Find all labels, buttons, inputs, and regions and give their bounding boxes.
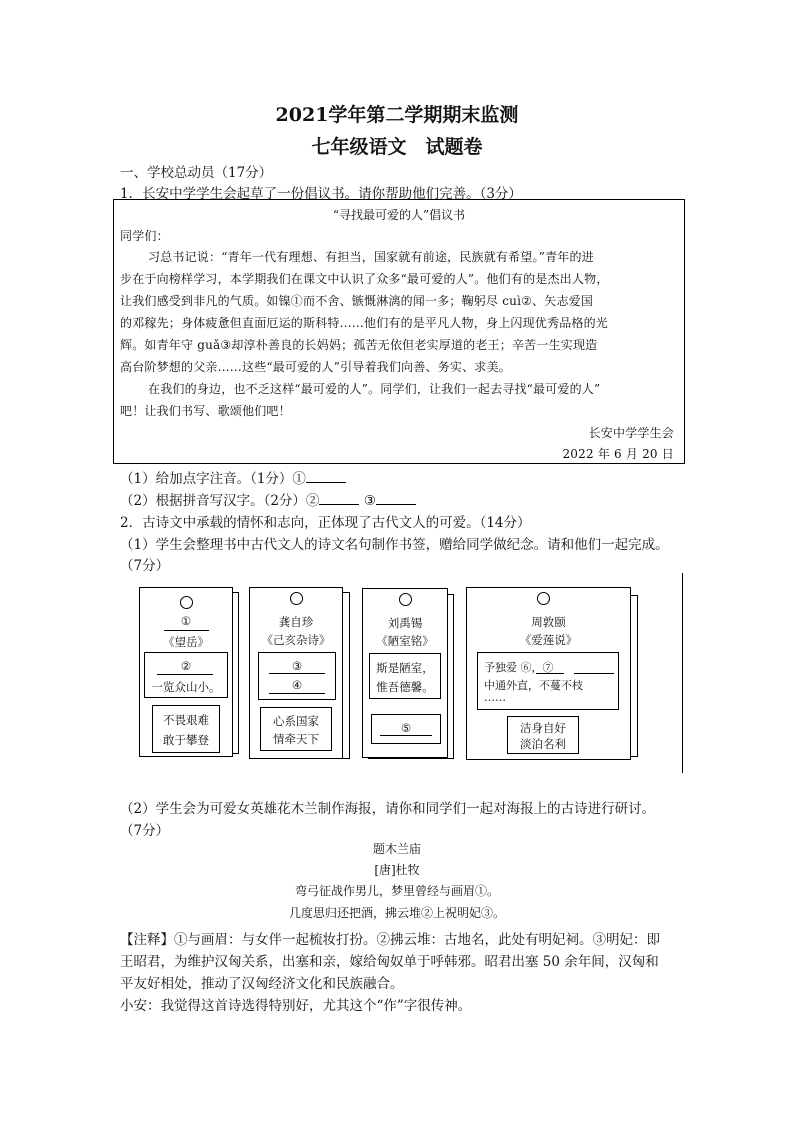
exam-title: 2021学年第二学期期末监测 — [275, 104, 519, 126]
card-blank-label: ④ — [291, 678, 303, 692]
question-1: 1．长安中学学生会起草了一份倡议书。请你帮助他们完善。（3分） — [120, 186, 522, 202]
card-theme: 情牵天下 — [273, 732, 319, 746]
card-theme-box — [507, 716, 579, 754]
letter-line: 的邓稼先；身体疲惫但直面厄运的斯科特……他们有的是平凡人物，身上闪现优秀品格的光 — [120, 316, 609, 330]
card-work: 《望岳》 — [163, 635, 209, 649]
letter-line: 让我们感受到非凡的气质。如镍①而不舍、镞慨淋漓的闻一多；鞠躬尽 cuì②、矢志爱国 — [120, 294, 594, 308]
answer-blank[interactable] — [574, 673, 614, 674]
card-quote-box — [477, 652, 619, 710]
card-author: 刘禹锡 — [387, 616, 423, 630]
card-work: 《爱莲说》 — [519, 633, 578, 647]
card-line: 一览众山小。 — [151, 680, 221, 694]
letter-date: 2022 年 6 月 20 日 — [562, 447, 674, 461]
card-line: 斯是陋室， — [376, 661, 434, 675]
card-quote-box — [369, 653, 441, 699]
q1-item-2-label: （2）根据拼音写汉字。（2分）② — [120, 493, 320, 509]
letter-signature: 长安中学学生会 — [588, 426, 674, 440]
notes-line: 平友好相处，推动了汉匈经济文化和民族融合。 — [120, 976, 404, 992]
card-theme: 敢于攀登 — [163, 733, 209, 747]
answer-blank[interactable] — [157, 674, 213, 675]
card-theme: 洁身自好 — [520, 721, 566, 735]
card-line: 予独爱 ⑥，⑦ — [484, 661, 554, 674]
q2-sub2-points: （7分） — [120, 823, 170, 839]
card-blank-label: ⑥ — [520, 661, 532, 674]
card-author: 周敦颐 — [531, 615, 566, 629]
card-blank-label: ⑤ — [400, 721, 412, 735]
answer-blank[interactable] — [269, 693, 325, 694]
poem-author: [唐]杜牧 — [374, 863, 420, 877]
card-line: 惟吾德馨。 — [376, 680, 434, 694]
notes-line: 王昭君，为维护汉匈关系，出塞和亲，嫁给匈奴单于呼韩邪。昭君出塞 50 余年间，汉匈和 — [120, 954, 659, 970]
exam-subtitle: 七年级语文 试题卷 — [311, 136, 483, 158]
letter-line: 在我们的身边，也不乏这样“最可爱的人”。同学们，让我们一起去寻找“最可爱的人” — [148, 382, 601, 396]
card-work: 《己亥杂诗》 — [261, 633, 331, 647]
hole-icon — [537, 592, 550, 605]
poem-title: 题木兰庙 — [372, 842, 421, 856]
q1-item-1 — [120, 467, 346, 487]
hole-icon — [180, 596, 193, 609]
section-heading: 一、学校总动员（17分） — [120, 165, 273, 181]
answer-blank[interactable] — [376, 490, 416, 505]
poem-line: 弯弓征战作男儿，梦里曾经与画眉①。 — [294, 884, 499, 898]
q2-sub1-points: （7分） — [120, 558, 170, 574]
proposal-letter-box — [113, 199, 685, 464]
bookmark-card-3 — [362, 588, 448, 758]
letter-line: 高台阶梦想的父亲……这些“最可爱的人”引导着我们向善、务实、求美。 — [120, 360, 511, 374]
card-theme-box — [260, 707, 332, 751]
bookmark-card-4 — [466, 587, 631, 760]
q2-sub2: （2）学生会为可爱女英雄花木兰制作海报，请你和同学们一起对海报上的古诗进行研讨。 — [120, 801, 656, 817]
q2-sub1: （1）学生会整理书中古代文人的诗文名句制作书签，赠给同学做纪念。请和他们一起完成。 — [120, 537, 669, 553]
letter-line: 吧！让我们书写、歌颂他们吧！ — [120, 404, 291, 418]
card-blank-label: ③ — [291, 659, 303, 673]
card-work: 《陋室铭》 — [376, 634, 434, 648]
letter-line: 习总书记说：“青年一代有理想、有担当，国家就有前途，民族就有希望。”青年的进 — [148, 250, 594, 264]
question-2: 2．古诗文中承载的情怀和志向，正体现了古代文人的可爱。（14分） — [120, 515, 531, 531]
hole-icon — [290, 592, 303, 605]
notes-label: 【注释】 — [120, 932, 174, 948]
bookmark-card-1 — [139, 587, 233, 757]
card-line-text: 予独爱 — [484, 661, 517, 674]
q1-item-2 — [120, 489, 416, 509]
card-line: …… — [484, 691, 506, 704]
poem-line: 几度思归还把酒，拂云堆②上祝明妃③。 — [288, 906, 505, 920]
letter-line: 步在于向榜样学习，本学期我们在课文中认识了众多“最可爱的人”。他们有的是杰出人物， — [120, 272, 609, 286]
card-answer-box — [371, 714, 441, 744]
card-line: 中通外直，不蔓不枝 — [484, 679, 583, 692]
card-author: 龚自珍 — [278, 615, 314, 629]
card-theme: 心系国家 — [273, 714, 319, 728]
card-theme-box — [152, 705, 220, 753]
card-quote-box — [144, 652, 228, 698]
bookmark-card-2 — [249, 587, 343, 759]
letter-greeting: 同学们： — [120, 229, 169, 243]
notes-line — [120, 928, 660, 948]
hole-icon — [399, 593, 412, 606]
card-blank-label: ② — [180, 659, 192, 673]
answer-blank[interactable] — [269, 673, 325, 674]
q1-item-1-label: （1）给加点字注音。（1分）① — [120, 471, 306, 487]
card-quote-box — [258, 652, 336, 700]
card-theme: 淡泊名利 — [520, 737, 566, 751]
letter-line: 辉。如青年守 guǎ③却淳朴善良的长妈妈；孤苦无依但老实厚道的老王；辛苦一生实现造 — [120, 338, 598, 352]
answer-blank[interactable] — [306, 468, 346, 483]
q1-item-2b-label: ③ — [363, 493, 376, 509]
notes-text: ①与画眉：与女伴一起梳妆打扮。②拂云堆：古地名，此处有明妃祠。③明妃：即 — [174, 932, 660, 948]
letter-title: “寻找最可爱的人”倡议书 — [332, 208, 466, 222]
student-comment: 小安：我觉得这首诗选得特别好，尤其这个“作”字很传神。 — [120, 998, 472, 1014]
card-blank-label: ⑦ — [542, 661, 554, 674]
card-theme: 不畏艰难 — [163, 713, 209, 727]
card-author: ① — [180, 614, 192, 628]
divider-line — [682, 573, 683, 773]
answer-blank[interactable] — [319, 490, 359, 505]
answer-blank[interactable] — [380, 735, 432, 736]
answer-blank[interactable] — [536, 673, 564, 674]
answer-blank[interactable] — [164, 630, 209, 631]
